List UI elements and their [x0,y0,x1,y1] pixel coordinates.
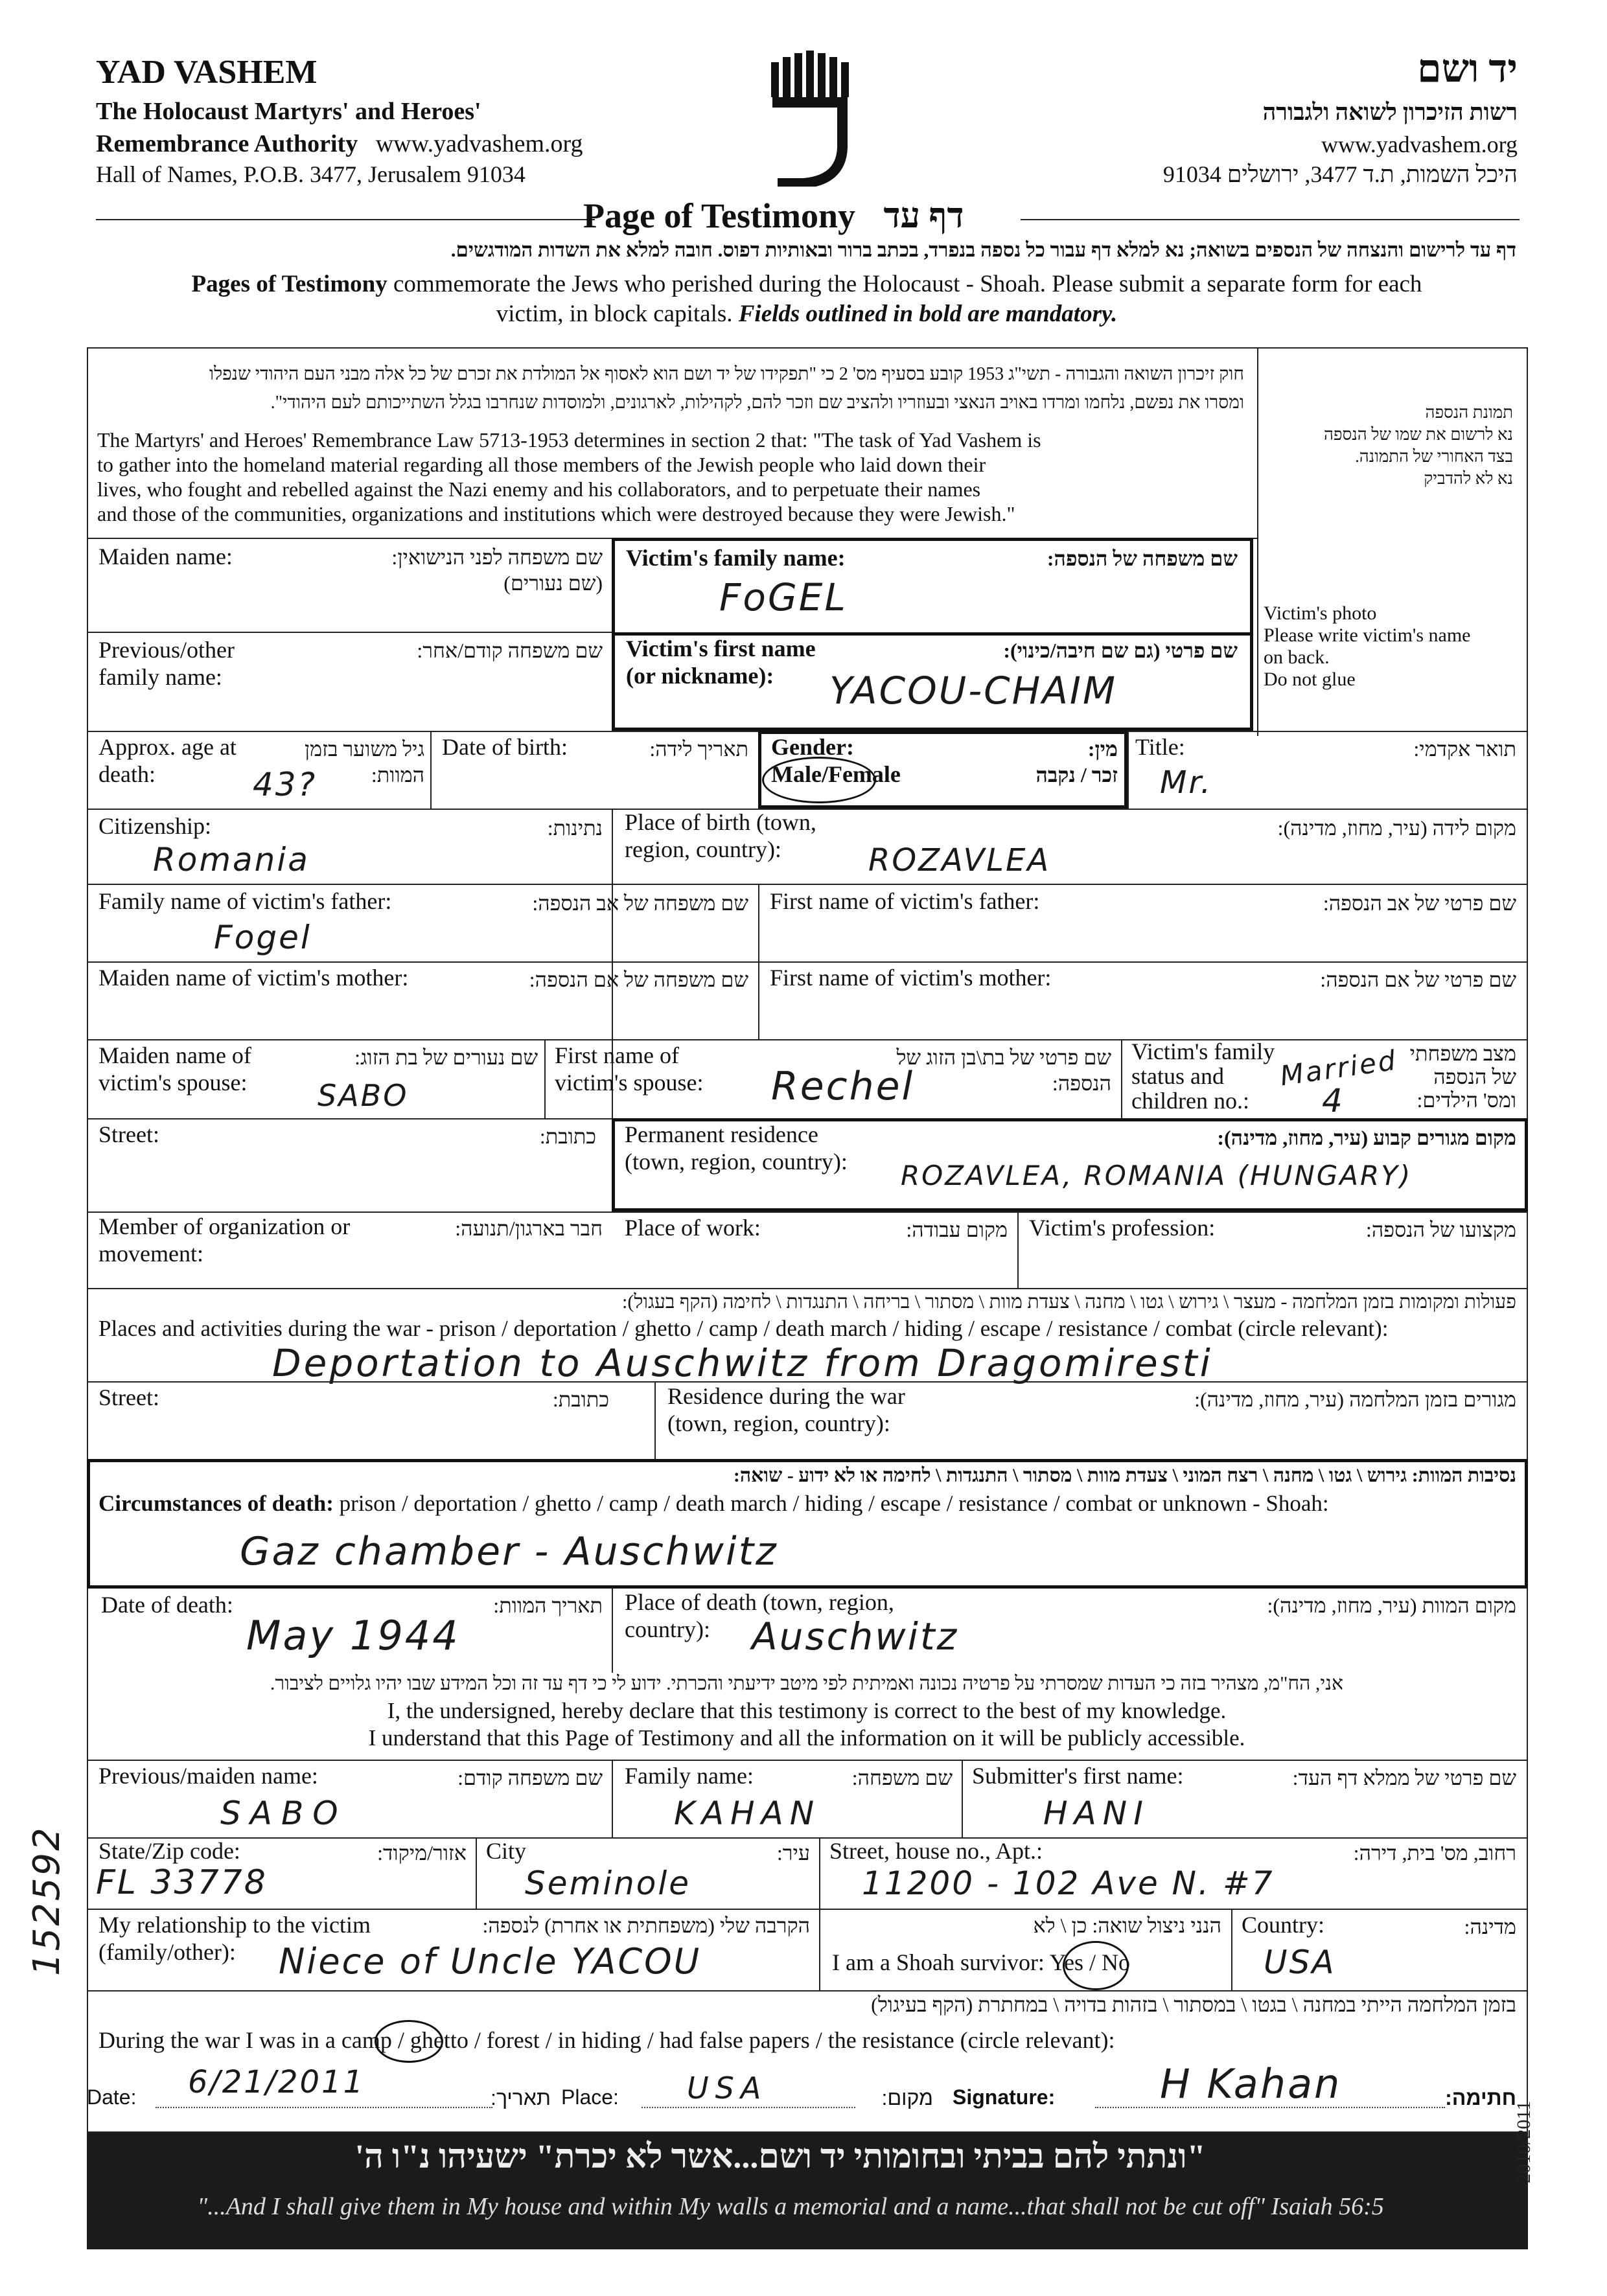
org-address: Hall of Names, P.O.B. 3477, Jerusalem 91034 [96,161,526,187]
father-family-label-he: שם משפחה של אב הנספה: [532,891,748,915]
circumstances-en-rest: prison / deportation / ghetto / camp / death march / hiding / escape / resistance / combat or unknown - Shoah: [333,1491,1329,1516]
relationship-value[interactable]: Niece of Uncle YACOU [279,1941,702,1982]
photo-en-3: on back. [1264,647,1330,668]
rule [1017,1211,1019,1288]
circumstances-label [98,1490,1329,1517]
rule [87,1760,1528,1761]
first-name-en-2: (or nickname): [626,663,774,689]
rule [819,1909,820,1990]
photo-instructions-english [1264,603,1470,691]
submitter-first-value[interactable]: HANI [1043,1795,1150,1832]
survivor-options[interactable]: I am a Shoah survivor: Yes / No [832,1949,1130,1975]
mother-maiden-label-he: שם משפחה של אם הנספה: [529,968,748,991]
spouse-maiden-value[interactable]: SABO [318,1078,409,1113]
survivor-yes-circle [1063,1941,1129,1990]
first-name-en-1: Victim's first name [626,636,816,661]
relationship-en-1: My relationship to the victim [98,1912,371,1938]
rule [612,1589,613,1673]
age-en-1: Approx. age at [98,734,237,760]
mother-first-label: First name of victim's mother: [770,965,1052,991]
header-rule-left [96,219,595,220]
gender-options[interactable]: Male/Female [771,761,901,787]
place-of-death-value[interactable]: Auschwitz [752,1614,959,1659]
perm-res-en-2: (town, region, country): [625,1149,848,1175]
rule [476,1837,477,1909]
dob-label-he: תאריך לידה: [649,737,748,761]
work-label: Place of work: [625,1215,761,1241]
children-count-value[interactable]: 4 [1322,1082,1345,1119]
gender-label-he [959,736,1118,788]
spouse-maiden-label-he: שם נעורים של בת הזוג: [354,1046,538,1069]
signature-value[interactable]: H Kahan [1160,2060,1342,2107]
submitter-family-value[interactable]: KAHAN [674,1795,821,1832]
profession-label-he: מקצועו של הנספה: [1365,1218,1516,1241]
family-status-label-he [1387,1042,1516,1112]
member-en-2: movement: [98,1241,203,1267]
intro-hebrew: דף עד לרישום והנצחה של הנספים בשואה; נא למלא דף עבור כל נספה בנפרד, בכתב ברור ובאותיות דפוס. חובה למלא את השדות המודגשים. [450,238,1516,261]
org-subtitle-2-text: Remembrance Authority [96,130,358,157]
war-res-en-1: Residence during the war [667,1383,905,1409]
place-label: Place: [561,2085,619,2109]
declaration-english [97,1697,1516,1752]
family-status-en-3: children no.: [1131,1088,1249,1114]
signature-label: Signature: [953,2085,1056,2109]
spouse-first-label [555,1042,703,1096]
rule [1121,1039,1122,1118]
submitter-prev-name-value[interactable]: SABO [220,1795,347,1832]
spouse-maiden-en-2: victim's spouse: [98,1070,248,1096]
member-label [98,1213,350,1267]
circumstances-en-bold: Circumstances of death: [98,1491,334,1516]
perm-residence-label [625,1121,848,1175]
pod-en-1: Place of death (town, region, [625,1589,894,1615]
org-subtitle-1: The Holocaust Martyrs' and Heroes' [96,98,481,125]
intro-mandatory-note: Fields outlined in bold are mandatory. [738,301,1118,327]
photo-he-1: תמונת הנספה [1425,403,1513,422]
family-status-en-2: status and [1131,1063,1224,1089]
gender-male-circle [762,757,876,803]
rule [612,1760,613,1837]
member-label-he: חבר בארגון/תנועה: [455,1217,603,1240]
rule [87,1837,1528,1839]
country-label-he: מדינה: [1464,1915,1516,1938]
spouse-maiden-label [98,1042,251,1096]
pob-en-1: Place of birth (town, [625,809,816,835]
perm-res-en-1: Permanent residence [625,1121,818,1147]
war-residence-label [667,1383,905,1437]
photo-en-1: Victim's photo [1264,603,1377,624]
declaration-en-1: I, the undersigned, hereby declare that this testimony is correct to the best of my knowledge. [387,1698,1227,1723]
gender-he-1: מין: [1087,737,1118,761]
street-label: Street: [98,1121,159,1147]
photo-en-4: Do not glue [1264,669,1356,690]
pod-en-2: country): [625,1616,710,1642]
circumstances-label-he: נסיבות המוות: גירוש \ גטו \ מחנה \ רצח המוני \ צעדת מוות \ מסתור \ התנגדות \ לחימה או לא ידוע - שואה: [733,1465,1516,1486]
war-street-label: Street: [98,1384,159,1410]
place-value[interactable]: USA [687,2071,768,2106]
rule [1231,1909,1232,1990]
declaration-hebrew: אני, הח"מ, מצהיר בזה כי העדות שמסרתי על פרטיה נכונה ואמיתית לפי מיטב ידיעתי והכרתי. ידוע לי כי דף עד זה וכל המידע שבו יהיו גלויים לציבור. [270,1673,1344,1694]
war-places-label-he: פעולות ומקומות בזמן המלחמה - מעצר \ גירוש \ גטו \ מחנה \ צעדת מוות \ מסתור \ בריחה \ התנגדות \ לחימה (הקף בעגול): [622,1291,1516,1313]
relationship-en-2: (family/other): [98,1939,236,1965]
maiden-name-label: Maiden name: [98,544,233,569]
zip-label-he: אזור/מיקוד: [377,1841,467,1865]
first-name-label [626,635,816,689]
title-label-he: תואר אקדמי: [1413,737,1516,761]
org-url: www.yadvashem.org [375,130,583,157]
submitter-family-label-he: שם משפחה: [851,1766,953,1789]
submitter-prev-name-label: Previous/maiden name: [98,1763,318,1789]
gender-en-1: Gender: [771,734,854,760]
date-line [156,2107,492,2108]
title-value[interactable]: Mr. [1160,764,1212,801]
place-line [642,2107,855,2108]
rule [87,884,1528,885]
photo-he-3: בצד האחורי של התמונה. [1355,447,1513,466]
war-experience-label-he: בזמן המלחמה הייתי במחנה \ בגטו \ במסתור \ בזהות בדויה \ במחתרת (הקף בעיגול) [871,1993,1516,2016]
submitter-first-label: Submitter's first name: [972,1763,1184,1789]
rule [87,1909,1528,1910]
intro-line-2: victim, in block capitals. [496,301,739,327]
date-of-death-label-he: תאריך המוות: [493,1594,603,1617]
intro-bold-lead: Pages of Testimony [191,271,387,297]
gender-he-2: זכר / נקבה [1035,763,1118,786]
submitter-family-label: Family name: [625,1763,754,1789]
war-experience-label[interactable]: During the war I was in a camp / ghetto / forest / in hiding / had false papers / the resistance (circle relevant): [98,2027,1115,2053]
spouse-first-en-1: First name of [555,1042,679,1068]
intro-line-1: commemorate the Jews who perished during the Holocaust - Shoah. Please submit a separate form for each [387,271,1422,297]
pob-en-2: region, country): [625,836,781,862]
father-first-label: First name of victim's father: [770,888,1040,914]
first-name-label-he: שם פרטי (גם שם חיבה/כינוי): [1003,639,1238,662]
he-org-subtitle: רשות הזיכרון לשואה ולגבורה [1262,99,1518,125]
he-org-url: www.yadvashem.org [1321,132,1518,157]
family-name-label-he: שם משפחה של הנספה: [1046,547,1238,570]
title-label: Title: [1135,734,1185,760]
zip-label: State/Zip code: [98,1838,240,1864]
law-he-line-2: ומסרו את נפשם, נלחמו ומרדו באויב הנאצי ובעוזריו ולהציב שם וזכר להם, לקהילות, לארגונים, ולמוסדות שנחרבו בגלל השתייכותם לעם היהודי". [270,393,1244,413]
law-he-line-1: חוק זיכרון השואה והגבורה - תשי"ג 1953 קובע בסעיף מס' 2 כי "תפקידו של יד ושם הוא לאסוף אל המולדת את זכרם של כל אלה מבני העם היהודי שנפלו [209,364,1244,384]
mother-maiden-label: Maiden name of victim's mother: [98,965,409,991]
intro-english [97,270,1516,329]
country-value[interactable]: USA [1264,1944,1336,1981]
prev-family-en-2: family name: [98,664,222,690]
relationship-label-he: הקרבה שלי (משפחתית או אחרת) לנספה: [482,1914,810,1937]
place-label-he: מקום: [881,2086,933,2109]
pob-value[interactable]: ROZAVLEA [868,842,1051,878]
age-label [98,733,237,788]
war-residence-label-he: מגורים בזמן המלחמה (עיר, מחוז, מדינה): [1194,1388,1516,1411]
date-value[interactable]: 6/21/2011 [188,2064,365,2100]
war-places-value[interactable]: Deportation to Auschwitz from Dragomiresti [272,1341,1213,1385]
family-status-he-1: מצב משפחתי [1409,1042,1516,1065]
photo-area-border [1257,347,1258,736]
org-subtitle-2 [96,130,583,158]
prev-family-en-1: Previous/other [98,637,235,663]
age-he-1: גיל משוער בזמן [304,737,424,761]
spouse-first-en-2: victim's spouse: [555,1070,704,1096]
yad-vashem-logo-icon [765,51,855,187]
footer-year: 2010/2011 [1513,2100,1534,2183]
document-title-en: Page of Testimony [583,196,856,235]
rule [87,632,612,633]
law-en-line-2: to gather into the homeland material regarding all those members of the Jewish people who laid down their [97,453,986,476]
he-org-address: היכל השמות, ת.ד 3477, ירושלים 91034 [1162,161,1518,187]
street-label-he: כתובת: [539,1125,596,1148]
family-status-en-1: Victim's family [1131,1039,1275,1064]
submitter-first-label-he: שם פרטי של ממלא דף העד: [1292,1766,1516,1789]
work-label-he: מקום עבודה: [906,1218,1008,1241]
age-he-2: המוות: [371,763,424,786]
maiden-name-he-2: (שם נעורים) [503,571,603,595]
street-house-label: Street, house no., Apt.: [829,1838,1043,1864]
perm-residence-value[interactable]: ROZAVLEA, ROMANIA (HUNGARY) [901,1160,1413,1191]
city-label-he: עיר: [776,1841,810,1865]
war-res-en-2: (town, region, country): [667,1410,890,1436]
zip-value[interactable]: FL 33778 [96,1863,268,1902]
father-first-label-he: שם פרטי של אב הנספה: [1323,891,1516,915]
rule [962,1760,963,1837]
survivor-label-he: הנני ניצול שואה: כן \ לא [1033,1914,1221,1937]
father-family-label: Family name of victim's father: [98,888,392,914]
city-value[interactable]: Seminole [525,1865,691,1902]
family-name-value[interactable]: FoGEL [719,575,848,619]
citizenship-label-he: נתינות: [547,816,603,840]
age-en-2: death: [98,761,156,787]
date-label-he: תאריך: [491,2086,551,2109]
war-street-label-he: כתובת: [552,1388,609,1411]
camp-circle [375,2020,443,2063]
photo-en-2: Please write victim's name [1264,625,1471,646]
member-en-1: Member of organization or [98,1213,351,1239]
maiden-name-he-1: שם משפחה לפני הנישואין: [391,545,603,569]
profession-label: Victim's profession: [1029,1215,1216,1241]
first-name-value[interactable]: YACOU-CHAIM [829,669,1118,713]
document-title [583,196,964,236]
photo-instructions-hebrew [1264,402,1513,490]
photo-he-2: נא לרשום את שמו של הנספה [1323,425,1513,444]
margin-number: 152592 [26,1826,68,1976]
declaration-en-2: I understand that this Page of Testimony and all the information on it will be publicly accessible. [368,1725,1245,1751]
law-en-line-3: lives, who fought and rebelled against the Nazi enemy and his collaborators, and to perpetuate their names [97,477,981,501]
family-status-he-2: של הנספה [1433,1065,1516,1088]
citizenship-value[interactable]: Romania [153,841,310,878]
photo-he-4: נא לא להדביק [1424,469,1513,488]
city-label: City [486,1838,527,1864]
father-family-value[interactable]: Fogel [214,919,312,956]
maiden-name-label-he [337,544,603,596]
footer-english-quote: "...And I shall give them in My house and within My walls a memorial and a name...that shall not be cut off" Isaiah 56:5 [197,2193,1384,2220]
spouse-first-he-1: שם פרטי של בת\בן הזוג של [896,1046,1111,1069]
street-house-label-he: רחוב, מס' בית, דירה: [1353,1841,1516,1865]
family-status-label [1131,1039,1275,1113]
family-status-value[interactable]: Married [1278,1044,1400,1092]
pob-label-he: מקום לידה (עיר, מחוז, מדינה): [1277,816,1516,840]
law-en-line-1: The Martyrs' and Heroes' Remembrance Law 5713-1953 determines in section 2 that: "The task of Yad Vashem is [97,428,1041,452]
age-value[interactable]: 43? [253,766,318,803]
pob-label [625,809,816,863]
signature-label-he: חתימה: [1445,2086,1516,2109]
date-label: Date: [87,2085,137,2109]
mother-first-label-he: שם פרטי של אם הנספה: [1320,968,1516,991]
rule [1127,731,1129,809]
document-title-he: דף עד [883,196,964,235]
law-hebrew [97,360,1244,417]
family-name-label: Victim's family name: [626,545,846,571]
rule [87,1039,1528,1040]
dob-label: Date of birth: [442,734,568,760]
country-label: Country: [1242,1912,1325,1938]
spouse-first-he-2: הנספה: [1052,1072,1111,1095]
submitter-prev-name-label-he: שם משפחה קודם: [457,1766,603,1789]
rule [654,1381,656,1459]
family-status-he-3: ומס' הילדים: [1416,1088,1516,1112]
prev-family-label-he: שם משפחה קודם/אחר: [417,639,603,662]
place-of-death-label-he: מקום המוות (עיר, מחוז, מדינה): [1267,1594,1516,1617]
law-english [97,428,1244,526]
law-en-line-4: and those of the communities, organizations and institutions which were destroyed because they were Jewish." [97,502,1015,525]
date-of-death-label: Date of death: [101,1592,233,1618]
rule [87,961,1528,963]
date-of-death-value[interactable]: May 1944 [246,1612,460,1659]
rule [819,1837,820,1909]
prev-family-label [98,636,235,691]
perm-residence-label-he: מקום מגורים קבוע (עיר, מחוז, מדינה): [1217,1126,1516,1149]
spouse-first-value[interactable]: Rechel [771,1064,915,1109]
spouse-maiden-en-1: Maiden name of [98,1042,251,1068]
citizenship-label: Citizenship: [98,813,211,839]
rule [544,1039,546,1118]
footer-hebrew-quote: "ונתתי להם בביתי ובחומותי יד ושם...אשר לא יכרת" ישעיהו נ"ו ה' [354,2139,1206,2175]
circumstances-value[interactable]: Gaz chamber - Auschwitz [240,1529,778,1574]
org-title: YAD VASHEM [96,54,318,91]
street-house-value[interactable]: 11200 - 102 Ave N. #7 [862,1865,1275,1902]
header-rule-right [1021,219,1520,220]
he-org-title: יד ושם [1417,47,1518,90]
war-places-label: Places and activities during the war - prison / deportation / ghetto / camp / death march / hiding / escape / resistance / combat (circle relevant): [98,1316,1389,1341]
rule [430,731,432,809]
